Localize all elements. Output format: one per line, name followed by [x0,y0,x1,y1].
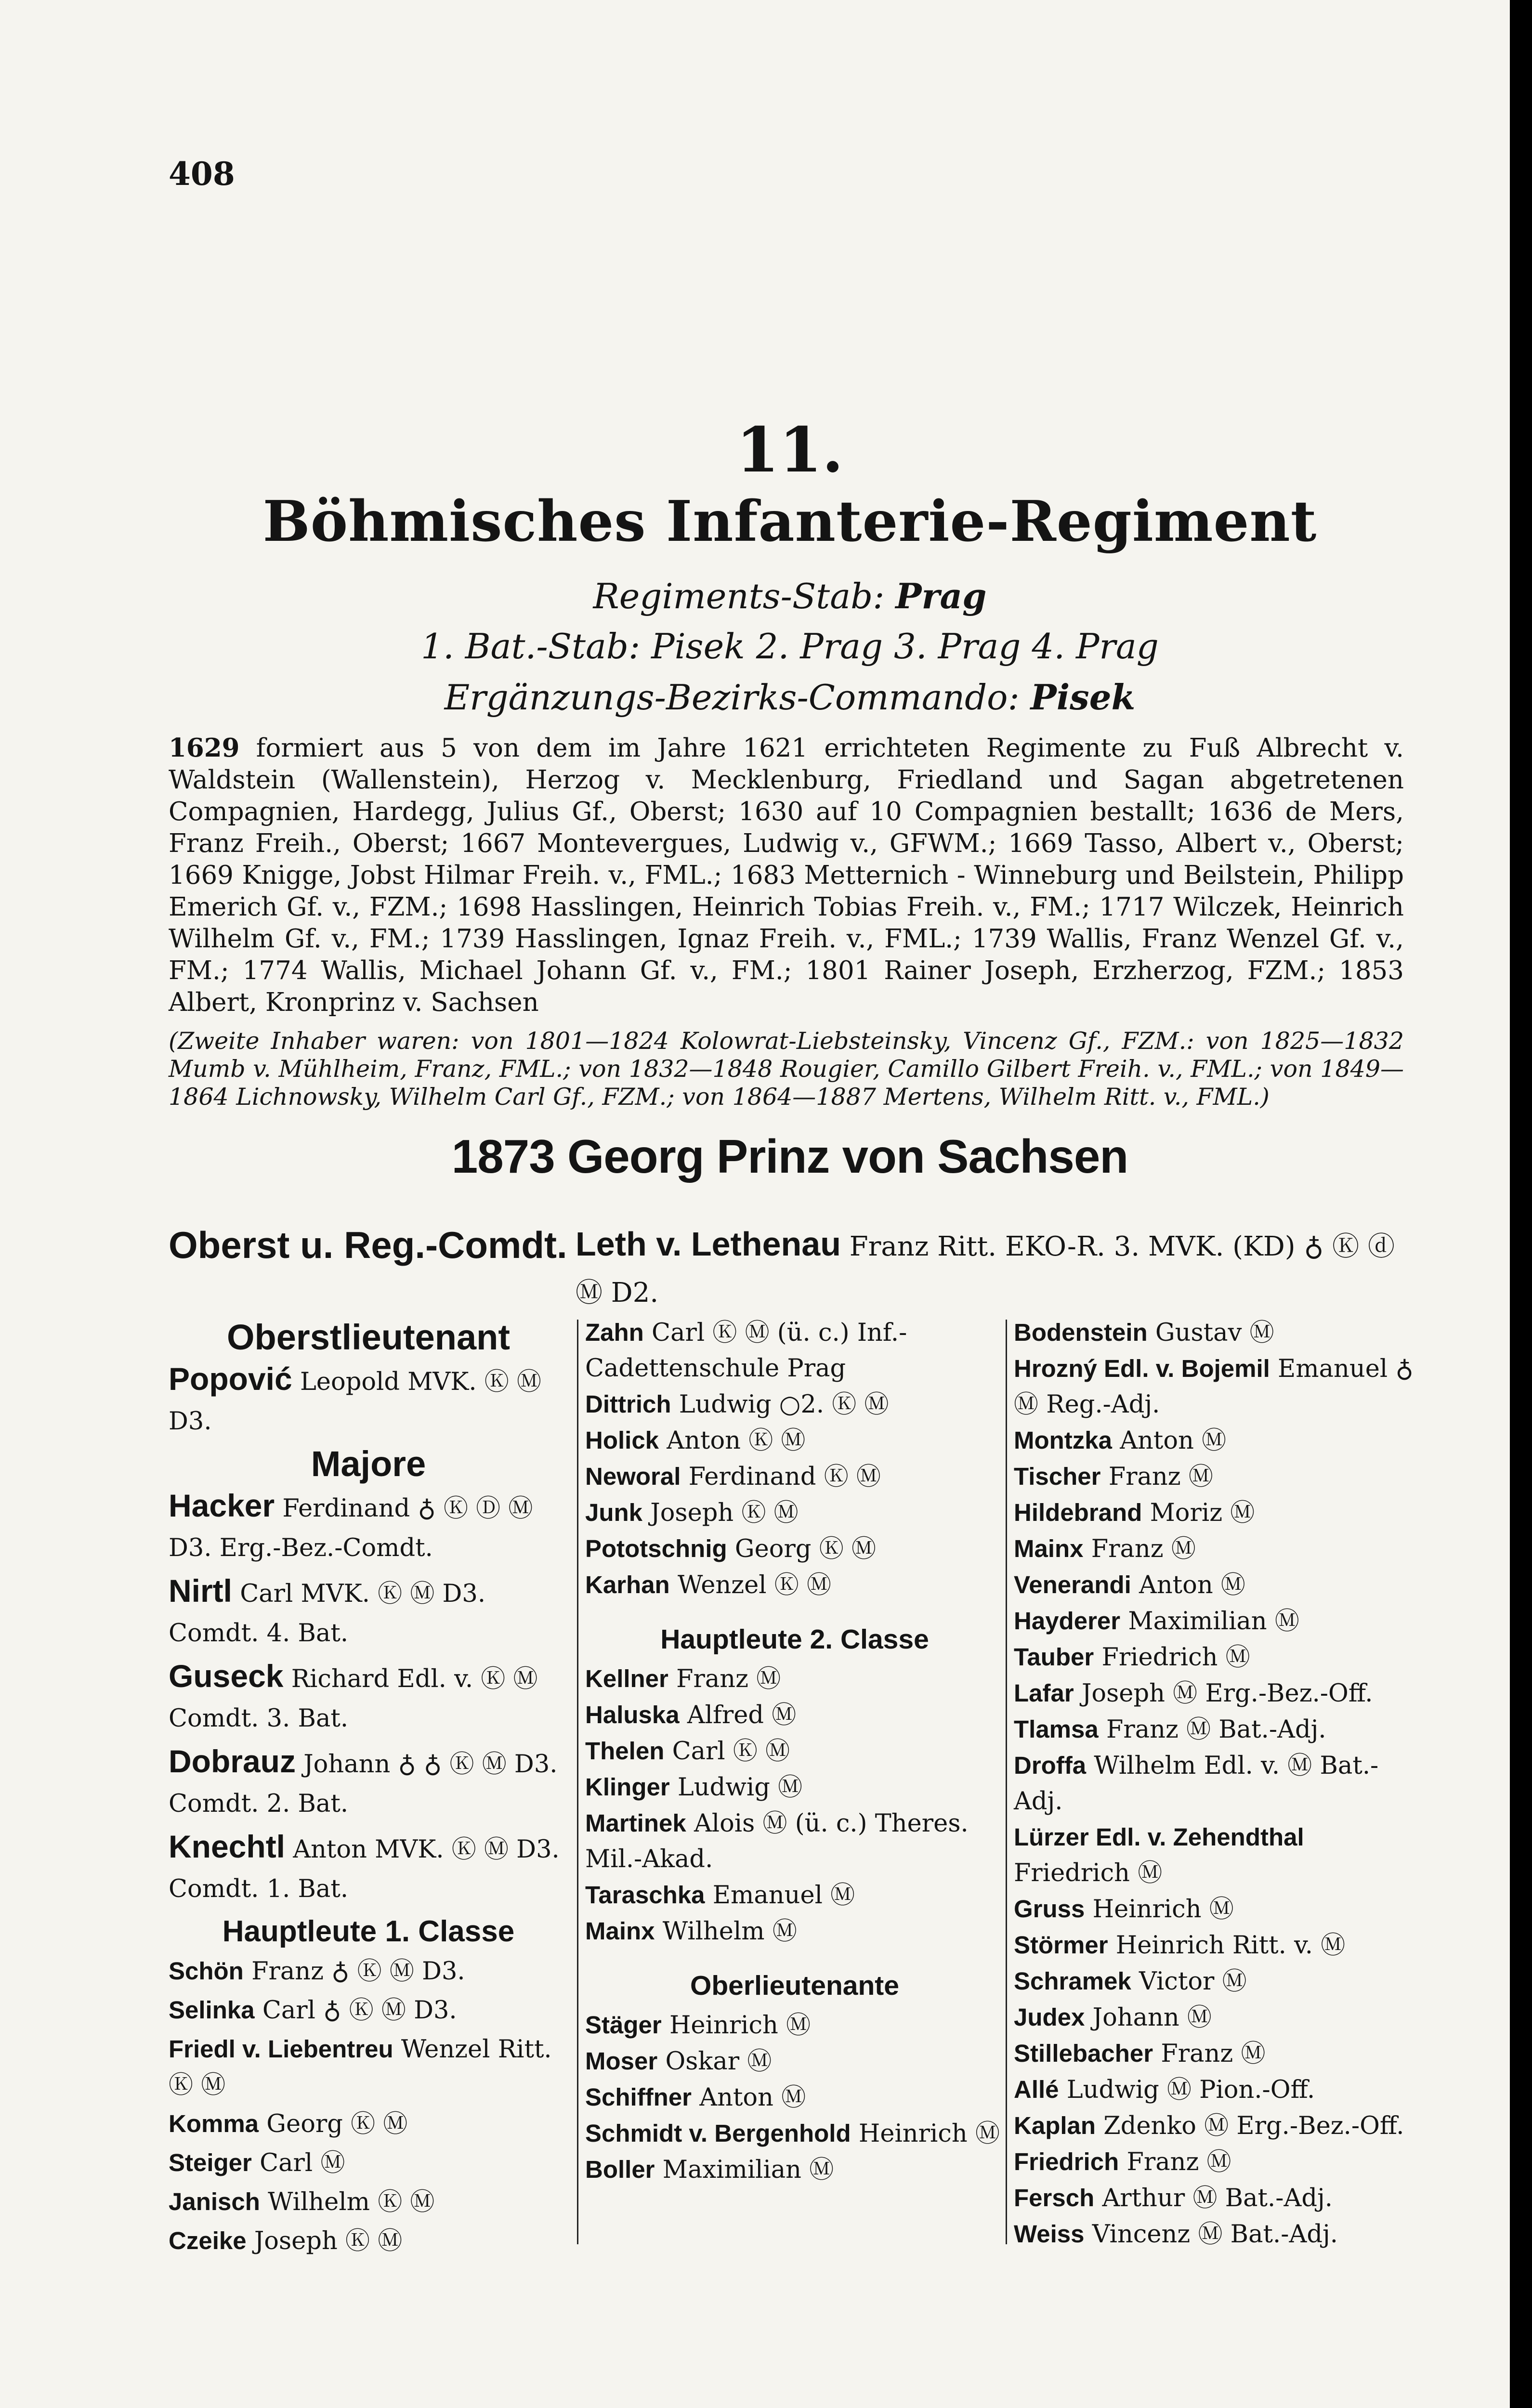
officer-entry [1014,2072,1418,2108]
officer-name: Neworal [585,1463,681,1490]
officer-entry [585,1877,1004,1913]
officer-entry [1014,2144,1418,2180]
officer-name: Judex [1014,2003,1085,2031]
officer-name: Bodenstein [1014,1319,1148,1346]
officer-entry [1014,2036,1418,2072]
officer-detail: Heinrich Ritt. v. Ⓜ [1115,1931,1346,1960]
officer-name: Allé [1014,2076,1059,2103]
officer-entry [169,2031,568,2103]
officer-detail: Wenzel Ritt. Ⓚ Ⓜ [169,2035,552,2099]
officer-detail: Friedrich Ⓜ [1101,1643,1250,1672]
officer-detail: Carl Ⓚ Ⓜ [672,1737,790,1766]
officer-name: Nirtl [169,1573,232,1609]
officer-entry [1014,1819,1418,1891]
officer-detail: Leopold MVK. Ⓚ Ⓜ D3. [169,1368,541,1436]
officer-name: Tlamsa [1014,1715,1099,1743]
officer-name: Kaplan [1014,2112,1096,2139]
officer-detail: Ludwig Ⓜ Pion.-Off. [1066,2076,1315,2104]
officer-name: Tischer [1014,1463,1101,1490]
officer-name: Tauber [1014,1643,1094,1671]
regiment-staff [159,576,1421,616]
staff-label: Regiments-Stab: [593,576,885,616]
officer-detail: Ludwig Ⓜ [677,1773,803,1802]
officer-entry [169,2145,568,2181]
officer-entry [585,1387,1004,1423]
officer-detail: Wilhelm Edl. v. Ⓜ Bat.-Adj. [1014,1752,1379,1816]
officer-entry [585,1769,1004,1806]
officer-detail: Carl ♁ Ⓚ Ⓜ D3. [262,1996,457,2025]
oberst-title: Oberst u. Reg.-Comdt. [169,1224,567,1266]
officer-detail: Emanuel Ⓜ [712,1881,855,1910]
officer-detail: Franz Ⓜ [676,1665,781,1693]
officer-entry [169,1571,568,1653]
officer-name: Droffa [1014,1752,1087,1779]
officer-entry [1014,1495,1418,1531]
officer-name: Weiss [1014,2220,1085,2248]
officer-detail: Wilhelm Ⓜ [662,1917,797,1946]
oberst-entry [576,1221,1423,1316]
history-paragraph [169,732,1404,1019]
officer-name: Czeike [169,2227,247,2254]
officer-name: Steiger [169,2149,252,2176]
officer-detail: Franz Ⓜ Bat.-Adj. [1106,1715,1326,1744]
hauptleute1-heading: Hauptleute 1. Classe [222,1915,515,1948]
officer-detail: Franz Ⓜ [1091,1535,1196,1563]
officer-entry [585,1567,1004,1603]
oberstlt-heading: Oberstlieutenant [227,1317,510,1357]
officer-name: Komma [169,2110,259,2137]
officer-entry [169,1359,568,1441]
officer-entry [1014,1748,1418,1819]
officer-entry [1014,1423,1418,1459]
officer-entry [1014,1675,1418,1712]
regiment-history [169,732,1404,1111]
column-divider-1 [577,1320,578,2244]
officer-name: Friedl v. Liebentreu [169,2035,393,2063]
officer-detail: Zdenko Ⓜ Erg.-Bez.-Off. [1103,2112,1404,2140]
officer-entry [1014,1639,1418,1675]
officer-detail: Heinrich Ⓜ [669,2011,811,2040]
officer-entry [169,1486,568,1568]
officer-name: Karhan [585,1571,670,1598]
officer-detail: Vincenz Ⓜ Bat.-Adj. [1092,2220,1338,2249]
officer-name: Knechtl [169,1829,286,1864]
officer-entry [585,1806,1004,1877]
officer-entry [1014,2108,1418,2144]
officer-detail: Georg Ⓚ Ⓜ [266,2110,408,2138]
officer-detail: Franz Ⓜ [1126,2148,1231,2176]
officer-name: Mainx [585,1917,655,1945]
officer-entry [585,1495,1004,1531]
battalion-staffs: 1. Bat.-Stab: Pisek 2. Prag 3. Prag 4. Prag [421,626,1159,667]
officer-detail: Alfred Ⓜ [687,1701,797,1729]
officer-name: Junk [585,1499,643,1526]
officer-detail: Victor Ⓜ [1139,1967,1247,1996]
page-number: 408 [169,155,235,193]
officer-entry [169,2184,568,2220]
officer-entry [169,1992,568,2028]
officer-name: Zahn [585,1319,644,1346]
officer-entry [1014,2180,1418,2216]
officer-name: Friedrich [1014,2148,1119,2175]
hauptleute2-heading: Hauptleute 2. Classe [660,1624,929,1655]
officer-name: Guseck [169,1658,284,1694]
officer-detail: Joseph Ⓜ Erg.-Bez.-Off. [1081,1679,1373,1708]
officer-detail: Arthur Ⓜ Bat.-Adj. [1102,2184,1333,2212]
officer-detail: Emanuel ♁ Ⓜ Reg.-Adj. [1014,1355,1414,1419]
officer-column-1 [169,1315,568,2262]
officer-entry [1014,1712,1418,1748]
officer-entry [585,1661,1004,1697]
officer-detail: Ludwig ○2. Ⓚ Ⓜ [679,1390,889,1419]
officer-entry [1014,1927,1418,1963]
officer-detail: Anton Ⓜ [1139,1571,1245,1599]
officer-name: Stillebacher [1014,2040,1153,2067]
officer-name: Lürzer Edl. v. Zehendthal [1014,1823,1304,1851]
officer-entry [1014,1315,1418,1351]
officer-entry [1014,1567,1418,1603]
officer-detail: Johann ♁ ♁ Ⓚ Ⓜ D3. Comdt. 2. Bat. [169,1750,558,1818]
officer-column-3 [1014,1315,1418,2252]
officer-detail: Heinrich Ⓜ [1092,1895,1234,1924]
officer-detail: Joseph Ⓚ Ⓜ [254,2227,403,2255]
officer-detail: Johann Ⓜ [1092,2003,1212,2032]
officer-name: Popović [169,1361,292,1397]
officer-detail: Moriz Ⓜ [1150,1499,1255,1527]
officer-detail: Ferdinand ♁ Ⓚ Ⓓ Ⓜ D3. Erg.-Bez.-Comdt. [169,1494,533,1562]
officer-name: Montzka [1014,1426,1112,1454]
oberlt-heading: Oberlieutenante [690,1970,899,2001]
officer-name: Hrozný Edl. v. Bojemil [1014,1355,1270,1382]
officer-detail: Franz ♁ Ⓚ Ⓜ D3. [251,1957,465,1986]
officer-detail: Heinrich Ⓜ [858,2120,1000,2148]
officer-detail: Wenzel Ⓚ Ⓜ [677,1571,832,1599]
officer-detail: Wilhelm Ⓚ Ⓜ [268,2188,435,2216]
officer-detail: Carl Ⓚ Ⓜ (ü. c.) Inf.-Cadettenschule Prag [585,1319,907,1383]
officer-name: Pototschnig [585,1535,727,1562]
officer-name: Schramek [1014,1967,1131,1995]
officer-entry [585,1531,1004,1567]
officer-column-2 [585,1315,1004,2188]
officer-entry [1014,1603,1418,1639]
officer-detail: Carl Ⓜ [260,2149,345,2177]
officer-name: Venerandi [1014,1571,1131,1598]
officer-entry [169,1827,568,1909]
officer-entry [1014,1963,1418,2000]
history-text: formiert aus 5 von dem im Jahre 1621 errichteten Regimente zu Fuß Albrecht v. Waldstein (Wallenstein), Herzog v. Mecklenburg, Friedland und Sagan abgetretenen Compagnien, Hardegg, Julius Gf., Oberst; 1630 auf 10 Compagnien bestallt; 1636 de Mers, Franz Freih., Oberst; 1667 Montevergues, Ludwig v., GFWM.; 1669 Tasso, Albert v., Oberst; 1669 Knigge, Jobst Hilmar Freih. v., FML.; 1683 Metternich - Winneburg und Beilstein, Philipp Emerich Gf. v., FZM.; 1698 Hasslingen, Heinrich Tobias Freih. v., FM.; 1717 Wilczek, Heinrich Wilhelm Gf. v., FM.; 1739 Hasslingen, Ignaz Freih. v., FML.; 1739 Wallis, Franz Wenzel Gf. v., FM.; 1774 Wallis, Michael Johann Gf. v., FM.; 1801 Rainer Joseph, Erzherzog, FZM.; 1853 Albert, Kronprinz v. Sachsen [169,733,1404,1017]
officer-name: Klinger [585,1773,670,1801]
officer-name: Holick [585,1426,659,1454]
erg-bezirks-commando [159,677,1421,718]
officer-entry [585,2080,1004,2116]
erg-label: Ergänzungs-Bezirks-Commando: [444,677,1020,718]
officer-name: Hildebrand [1014,1499,1142,1526]
officer-detail: Gustav Ⓜ [1155,1319,1274,1347]
regiment-inhaber: 1873 Georg Prinz von Sachsen [451,1130,1128,1183]
oberst-name: Leth v. Lethenau [576,1225,841,1263]
officer-entry [1014,1531,1418,1567]
officer-entry [169,1953,568,1989]
officer-entry [169,1656,568,1739]
history-year: 1629 [169,733,240,763]
officer-entry [585,1423,1004,1459]
officer-detail: Richard Edl. v. Ⓚ Ⓜ Comdt. 3. Bat. [169,1665,538,1733]
erg-location: Pisek [1030,677,1136,718]
officer-entry [1014,1351,1418,1423]
officer-name: Schiffner [585,2083,692,2111]
officer-entry [169,2223,568,2259]
officer-name: Fersch [1014,2184,1095,2212]
officer-name: Mainx [1014,1535,1084,1562]
officer-name: Schön [169,1957,244,1985]
history-note: (Zweite Inhaber waren: von 1801—1824 Kolowrat-Liebsteinsky, Vincenz Gf., FZM.: von 1825—1832 Mumb v. Mühlheim, Franz, FML.; von 1832—1848 Rougier, Camillo Gilbert Freih. v., FML.; von 1849—1864 Lichnowsky, Wilhelm Carl Gf., FZM.; von 1864—1887 Mertens, Wilhelm Ritt. v., FML.) [169,1027,1404,1111]
officer-name: Hacker [169,1488,275,1523]
officer-name: Janisch [169,2188,260,2215]
officer-detail: Carl MVK. Ⓚ Ⓜ D3. Comdt. 4. Bat. [169,1580,486,1648]
officer-detail: Georg Ⓚ Ⓜ [734,1535,876,1563]
officer-name: Boller [585,2156,655,2183]
officer-detail: Anton MVK. Ⓚ Ⓜ D3. Comdt. 1. Bat. [169,1835,560,1903]
officer-detail: Ferdinand Ⓚ Ⓜ [688,1463,881,1491]
officer-entry [1014,2000,1418,2036]
officer-detail: Joseph Ⓚ Ⓜ [650,1499,799,1527]
officer-entry [585,2043,1004,2080]
officer-name: Moser [585,2047,658,2075]
officer-detail: Alois Ⓜ (ü. c.) Theres. Mil.-Akad. [585,1809,969,1873]
officer-detail: Anton Ⓜ [1120,1426,1227,1455]
officer-entry [169,1741,568,1824]
officer-name: Lafar [1014,1679,1074,1707]
officer-entry [1014,2216,1418,2252]
officer-entry [1014,1891,1418,1927]
officer-name: Gruss [1014,1895,1085,1923]
officer-detail: Franz Ⓜ [1108,1463,1213,1491]
officer-name: Taraschka [585,1881,705,1909]
staff-location: Prag [895,576,987,616]
officer-name: Kellner [585,1665,668,1692]
officer-entry [585,1315,1004,1387]
officer-name: Hayderer [1014,1607,1121,1635]
officer-name: Dittrich [585,1390,671,1418]
oberst-detail-2: Ⓜ D2. [576,1277,659,1309]
officer-name: Selinka [169,1996,255,2024]
spacer [585,1603,1004,1617]
officer-name: Schmidt v. Bergenhold [585,2120,851,2147]
officer-name: Störmer [1014,1931,1108,1959]
officer-name: Thelen [585,1737,665,1765]
officer-name: Martinek [585,1809,686,1837]
regiment-name: Böhmisches Infanterie-Regiment [262,489,1317,554]
officer-detail: Franz Ⓜ [1161,2040,1266,2068]
officer-entry [585,2152,1004,2188]
officer-entry [585,1459,1004,1495]
regiment-number: 11. [736,414,844,486]
officer-entry [1014,1459,1418,1495]
officer-entry [585,2116,1004,2152]
majore-heading: Majore [311,1444,426,1484]
officer-entry [169,2106,568,2142]
oberst-detail: Franz Ritt. EKO-R. 3. MVK. (KD) ♁ Ⓚ ⓓ [849,1231,1395,1262]
officer-detail: Maximilian Ⓜ [1128,1607,1299,1636]
spacer [585,1950,1004,1963]
officer-name: Haluska [585,1701,680,1728]
officer-detail: Oskar Ⓜ [665,2047,772,2076]
officer-name: Stäger [585,2011,662,2039]
officer-detail: Maximilian Ⓜ [662,2156,834,2184]
officer-entry [585,1733,1004,1769]
officer-entry [585,1913,1004,1950]
officer-detail: Anton Ⓜ [699,2083,806,2112]
officer-detail: Friedrich Ⓜ [1014,1859,1163,1887]
officer-entry [585,2007,1004,2043]
officer-entry [585,1697,1004,1733]
officer-name: Dobrauz [169,1743,296,1779]
officer-detail: Anton Ⓚ Ⓜ [667,1426,806,1455]
column-divider-2 [1006,1320,1007,2244]
